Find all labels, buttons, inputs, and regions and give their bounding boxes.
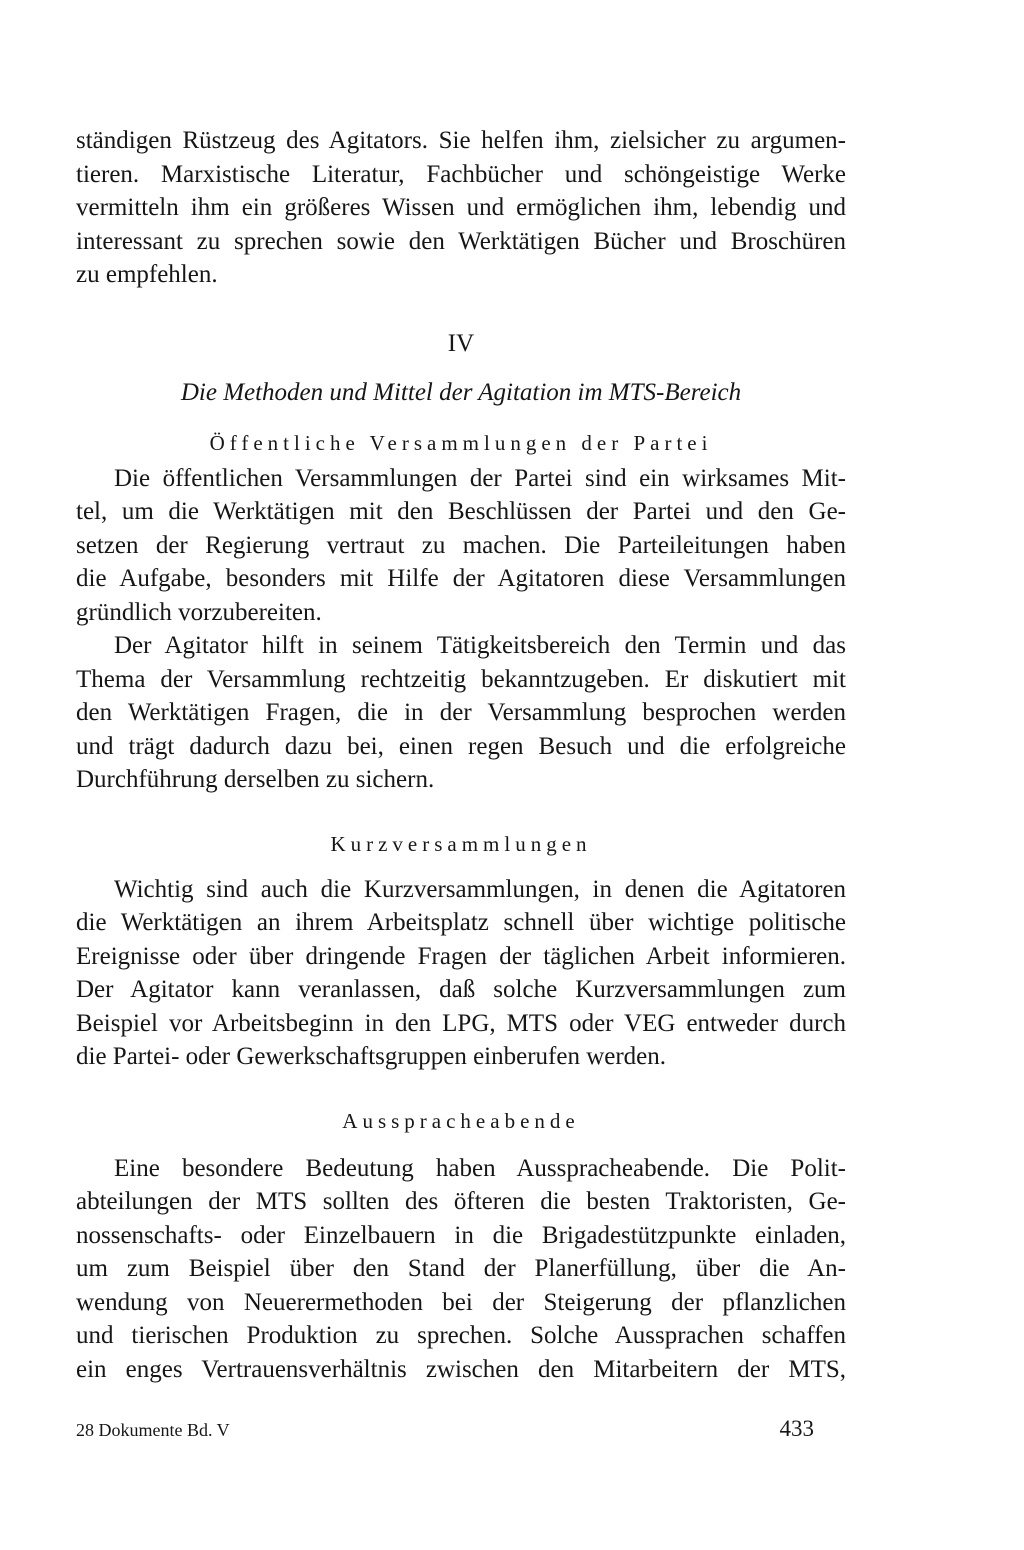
text-line: tel, um die Werktätigen mit den Beschlüssen der Partei und den Ge- [76,498,846,525]
page-number: 433 [779,1416,814,1441]
text-line: um zum Beispiel über den Stand der Planerfüllung, über die An- [76,1255,846,1282]
text-line: gründlich vorzubereiten. [76,598,322,626]
text-line: setzen der Regierung vertraut zu machen. Die Parteileitungen haben [76,531,846,559]
text-line: die Aufgabe, besonders mit Hilfe der Agitatoren diese Versammlungen [76,565,846,592]
text-line: tieren. Marxistische Literatur, Fachbücher und schöngeistige Werke [76,160,846,188]
section-number: IV [447,329,475,357]
subsection-heading: Öffentliche Versammlungen der Partei [209,430,713,455]
paragraph [76,462,846,630]
printer-signature: 28 Dokumente Bd. V [76,1420,230,1440]
text-line: vermitteln ihm ein größeres Wissen und ermöglichen ihm, lebendig und [76,194,846,221]
section-title: Die Methoden und Mittel der Agitation im MTS-Bereich [180,378,742,406]
text-line: ständigen Rüstzeug des Agitators. Sie helfen ihm, zielsicher zu argumen- [76,127,846,154]
text-line: Ereignisse oder über dringende Fragen der täglichen Arbeit informieren. [76,942,846,970]
intro-paragraph [76,124,846,292]
text-line: und tierischen Produktion zu sprechen. Solche Aussprachen schaffen [76,1322,846,1349]
text-line: den Werktätigen Fragen, die in der Versammlung besprochen werden [76,699,846,726]
text-line: zu empfehlen. [76,261,218,288]
text-line: Thema der Versammlung rechtzeitig bekanntzugeben. Er diskutiert mit [76,665,846,693]
text-line: wendung von Neuerermethoden bei der Steigerung der pflanzlichen [76,1288,846,1316]
text-line: Der Agitator kann veranlassen, daß solche Kurzversammlungen zum [76,976,846,1003]
text-line: Der Agitator hilft in seinem Tätigkeitsbereich den Termin und das [114,632,846,659]
text-line: nossenschafts- oder Einzelbauern in die Brigadestützpunkte einladen, [76,1221,846,1249]
subsection-heading: Ausspracheabende [342,1108,580,1133]
text-line: abteilungen der MTS sollten des öfteren die besten Traktoristen, Ge- [76,1188,846,1215]
text-line: Beispiel vor Arbeitsbeginn in den LPG, MTS oder VEG entweder durch [76,1009,846,1037]
text-line: und trägt dadurch dazu bei, einen regen Besuch und die erfolgreiche [76,732,846,760]
text-line: die Partei- oder Gewerkschaftsgruppen einberufen werden. [76,1043,667,1070]
text-line: Eine besondere Bedeutung haben Ausspracheabende. Die Polit- [114,1154,846,1182]
paragraph [76,629,846,797]
paragraph [76,873,846,1074]
text-line: interessant zu sprechen sowie den Werktätigen Bücher und Broschüren [76,227,846,255]
text-line: ein enges Vertrauensverhältnis zwischen den Mitarbeitern der MTS, [76,1355,846,1383]
subsection-heading: Kurzversammlungen [330,831,592,856]
text-line: Wichtig sind auch die Kurzversammlungen, in denen die Agitatoren [114,875,846,903]
text-line: Durchführung derselben zu sichern. [76,766,435,793]
paragraph [76,1152,846,1387]
text-line: Die öffentlichen Versammlungen der Partei sind ein wirksames Mit- [114,464,846,492]
text-line: die Werktätigen an ihrem Arbeitsplatz schnell über wichtige politische [76,909,846,936]
page-body [76,124,846,1386]
